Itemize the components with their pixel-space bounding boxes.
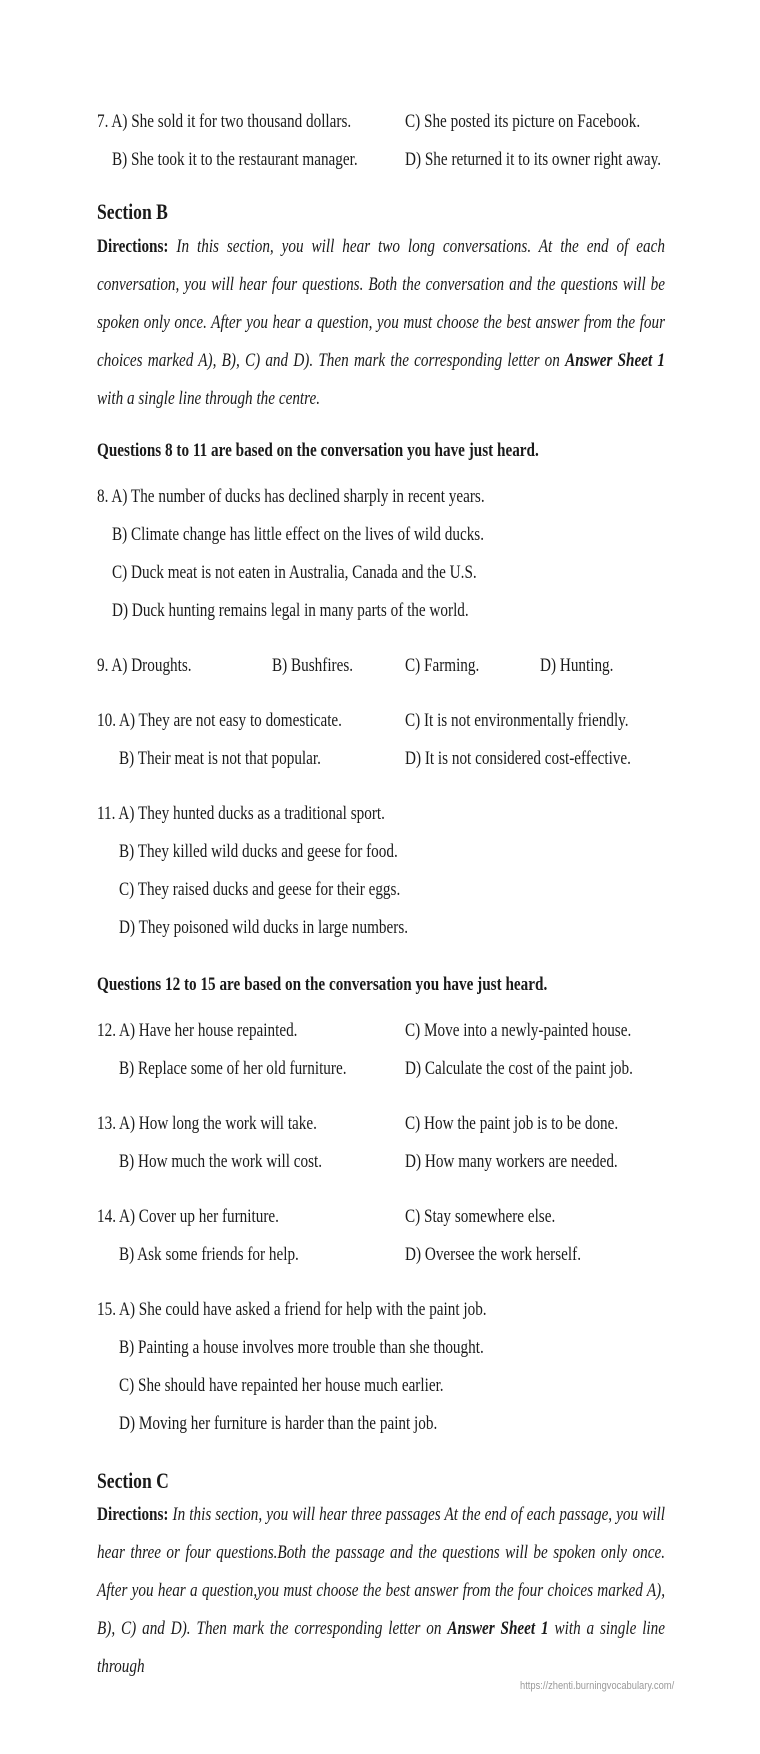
section-b-directions bbox=[97, 228, 665, 418]
q7-option-d: D) She returned it to its owner right away. bbox=[405, 149, 662, 170]
q9-option-c: C) Farming. bbox=[405, 655, 480, 676]
group-12-15-heading: Questions 12 to 15 are based on the conversation you have just heard. bbox=[97, 974, 548, 995]
q10-option-d: D) It is not considered cost-effective. bbox=[405, 748, 631, 769]
q13-option-b: B) How much the work will cost. bbox=[119, 1151, 323, 1172]
q7-option-a: 7. A) She sold it for two thousand dollars. bbox=[97, 111, 352, 132]
q8-option-d: D) Duck hunting remains legal in many parts of the world. bbox=[112, 600, 469, 621]
section-b-directions-end: with a single line through the centre. bbox=[97, 388, 321, 409]
q11-option-d: D) They poisoned wild ducks in large numbers. bbox=[119, 917, 409, 938]
q9-option-b: B) Bushfires. bbox=[272, 655, 354, 676]
q12-option-c: C) Move into a newly-painted house. bbox=[405, 1020, 632, 1041]
q8-option-c: C) Duck meat is not eaten in Australia, Canada and the U.S. bbox=[112, 562, 477, 583]
section-b-title: Section B bbox=[97, 199, 168, 224]
q13-option-d: D) How many workers are needed. bbox=[405, 1151, 618, 1172]
q10-option-b: B) Their meat is not that popular. bbox=[119, 748, 321, 769]
group-8-11-heading: Questions 8 to 11 are based on the conversation you have just heard. bbox=[97, 440, 539, 461]
q10-option-a: 10. A) They are not easy to domesticate. bbox=[97, 710, 342, 731]
section-b-directions-label: Directions: bbox=[97, 236, 169, 257]
section-c-directions-label: Directions: bbox=[97, 1504, 169, 1525]
section-b-answer-sheet: Answer Sheet 1 bbox=[565, 350, 665, 371]
section-c-title: Section C bbox=[97, 1468, 169, 1493]
q10-option-c: C) It is not environmentally friendly. bbox=[405, 710, 629, 731]
q12-option-a: 12. A) Have her house repainted. bbox=[97, 1020, 298, 1041]
q7-option-c: C) She posted its picture on Facebook. bbox=[405, 111, 641, 132]
q15-option-b: B) Painting a house involves more trouble than she thought. bbox=[119, 1337, 484, 1358]
section-c-answer-sheet: Answer Sheet 1 bbox=[447, 1618, 549, 1639]
q14-option-a: 14. A) Cover up her furniture. bbox=[97, 1206, 279, 1227]
q15-option-d: D) Moving her furniture is harder than the paint job. bbox=[119, 1413, 438, 1434]
q14-option-c: C) Stay somewhere else. bbox=[405, 1206, 556, 1227]
q14-option-d: D) Oversee the work herself. bbox=[405, 1244, 581, 1265]
q8-option-a: 8. A) The number of ducks has declined sharply in recent years. bbox=[97, 486, 485, 507]
q15-option-c: C) She should have repainted her house much earlier. bbox=[119, 1375, 444, 1396]
q7-option-b: B) She took it to the restaurant manager. bbox=[112, 149, 358, 170]
section-c-directions-text: In this section, you will hear three passages At the end of each passage, you will hear three or four questions.Both the passage and the questions will be spoken only once. After you hear a question,you must choose the best answer from the four choices marked A), B), C) and D). Then mark the corresponding letter on bbox=[97, 1504, 666, 1639]
footer-url: https://zhenti.burningvocabulary.com/ bbox=[520, 1680, 675, 1692]
q15-option-a: 15. A) She could have asked a friend for help with the paint job. bbox=[97, 1299, 487, 1320]
q8-option-b: B) Climate change has little effect on the lives of wild ducks. bbox=[112, 524, 485, 545]
q13-option-c: C) How the paint job is to be done. bbox=[405, 1113, 619, 1134]
section-c-directions bbox=[97, 1496, 665, 1686]
section-c-directions-end: with a single line through bbox=[97, 1618, 665, 1677]
q11-option-a: 11. A) They hunted ducks as a traditional sport. bbox=[97, 803, 385, 824]
q9-option-d: D) Hunting. bbox=[540, 655, 614, 676]
section-b-directions-text: In this section, you will hear two long conversations. At the end of each conversation, you will hear four questions. Both the conversation and the questions will be spoken only once. After you hear a question, you must choose the best answer from the four choices marked A), B), C) and D). Then mark the corresponding letter on bbox=[97, 236, 666, 371]
q12-option-d: D) Calculate the cost of the paint job. bbox=[405, 1058, 633, 1079]
q11-option-c: C) They raised ducks and geese for their eggs. bbox=[119, 879, 401, 900]
q12-option-b: B) Replace some of her old furniture. bbox=[119, 1058, 347, 1079]
q14-option-b: B) Ask some friends for help. bbox=[119, 1244, 299, 1265]
q13-option-a: 13. A) How long the work will take. bbox=[97, 1113, 317, 1134]
q9-option-a: 9. A) Droughts. bbox=[97, 655, 192, 676]
q11-option-b: B) They killed wild ducks and geese for food. bbox=[119, 841, 398, 862]
